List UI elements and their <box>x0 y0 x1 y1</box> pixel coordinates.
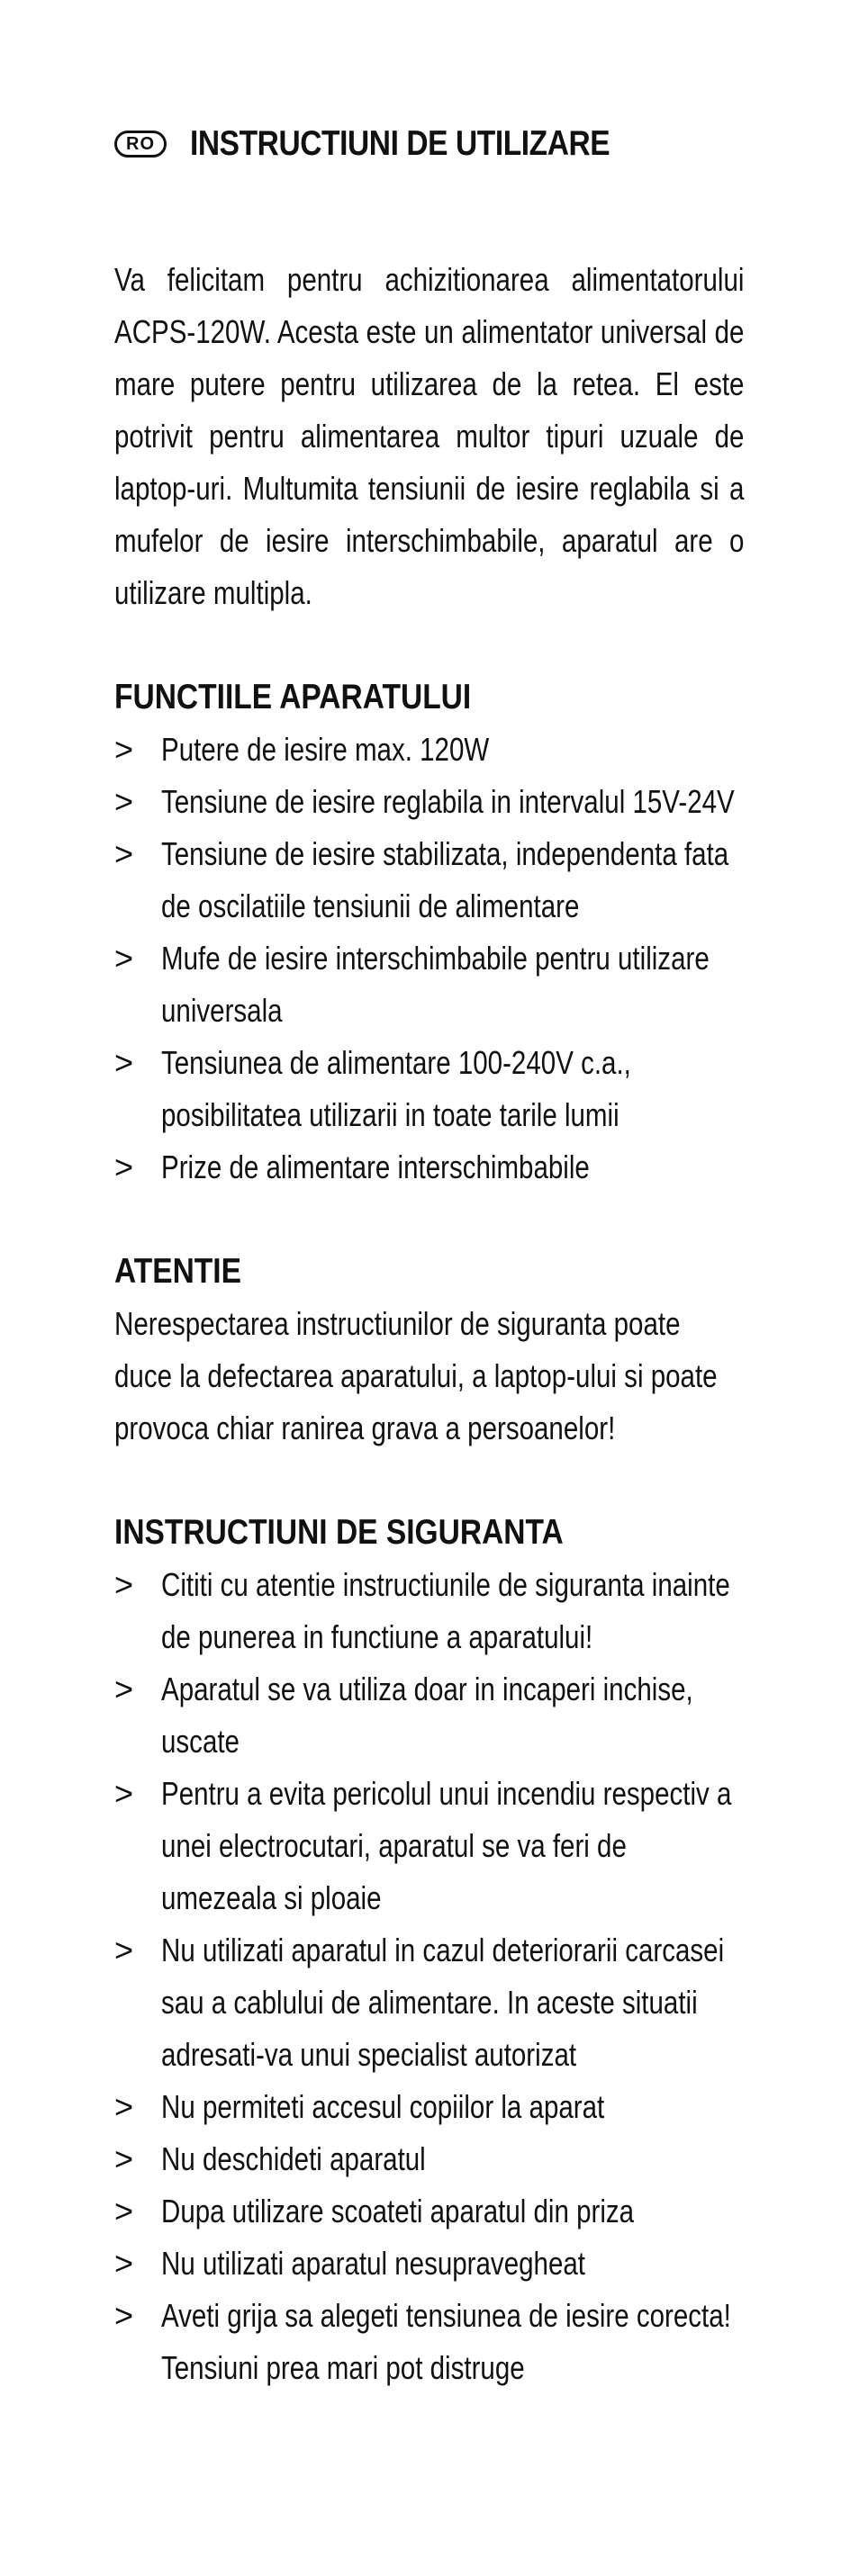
bullet-marker: > <box>114 783 134 820</box>
list-item <box>114 1924 745 2081</box>
list-item-text: Nu permiteti accesul copiilor la aparat <box>161 2088 605 2125</box>
list-item-text: Cititi cu atentie instructiunile de siguranta inainte de punerea in functiune a aparatului! <box>161 1566 730 1655</box>
bullet-marker: > <box>114 2088 134 2125</box>
list-item <box>114 1141 745 1193</box>
list-item-text: Tensiunea de alimentare 100-240V c.a., posibilitatea utilizarii in toate tarile lumii <box>161 1044 631 1133</box>
list-item-text: Dupa utilizare scoateti aparatul din priza <box>161 2193 635 2229</box>
bullet-marker: > <box>114 1671 134 1707</box>
list-item-text: Nu utilizati aparatul nesupravegheat <box>161 2245 585 2282</box>
document-page <box>114 117 745 2394</box>
intro-paragraph: Va felicitam pentru achizitionarea alimentatorului ACPS-120W. Acesta este un alimentator universal de mare putere pentru utilizarea de la retea. El este potrivit pentru alimentarea multor tipuri uzuale de laptop-uri. Multumita tensiunii de iesire reglabila si a mufelor de iesire interschimbabile, aparatul are o utilizare multipla. <box>114 261 745 611</box>
list-item-text: Nu utilizati aparatul in cazul deteriorarii carcasei sau a cablului de alimentare. In aceste situatii adresati-va unui specialist autorizat <box>161 1932 725 2073</box>
bullet-marker: > <box>114 2297 134 2334</box>
list-item <box>114 776 745 828</box>
list-item <box>114 1559 745 1663</box>
bullet-marker: > <box>114 2140 134 2177</box>
document-title: INSTRUCTIUNI DE UTILIZARE <box>190 124 610 163</box>
safety-title: INSTRUCTIUNI DE SIGURANTA <box>114 1513 564 1552</box>
list-item <box>114 724 745 776</box>
bullet-marker: > <box>114 1775 134 1812</box>
list-item <box>114 1663 745 1768</box>
bullet-marker: > <box>114 940 134 977</box>
list-item <box>114 2081 745 2133</box>
functions-section <box>114 671 745 1193</box>
list-item-text: Mufe de iesire interschimbabile pentru utilizare universala <box>161 940 710 1029</box>
safety-section <box>114 1507 745 2394</box>
bullet-marker: > <box>114 1566 134 1603</box>
safety-list <box>114 1559 745 2394</box>
list-item-text: Tensiune de iesire stabilizata, independenta fata de oscilatiile tensiunii de alimentare <box>161 835 729 924</box>
functions-list <box>114 724 745 1193</box>
list-item <box>114 2133 745 2185</box>
bullet-marker: > <box>114 2193 134 2229</box>
list-item-text: Tensiune de iesire reglabila in intervalul 15V-24V <box>161 783 735 820</box>
warning-title: ATENTIE <box>114 1252 241 1291</box>
list-item <box>114 932 745 1037</box>
warning-text: Nerespectarea instructiunilor de siguranta poate duce la defectarea aparatului, a laptop-ului si poate provoca chiar ranirea grava a persoanelor! <box>114 1305 718 1446</box>
bullet-marker: > <box>114 1148 134 1185</box>
list-item <box>114 1037 745 1141</box>
bullet-marker: > <box>114 1932 134 1968</box>
list-item-text: Aparatul se va utiliza doar in incaperi inchise, uscate <box>161 1671 693 1760</box>
list-item-text: Putere de iesire max. 120W <box>161 731 490 768</box>
bullet-marker: > <box>114 2245 134 2282</box>
functions-title: FUNCTIILE APARATULUI <box>114 678 472 716</box>
list-item <box>114 828 745 932</box>
list-item-text: Pentru a evita pericolul unui incendiu respectiv a unei electrocutari, aparatul se va feri de umezeala si ploaie <box>161 1775 732 1916</box>
list-item <box>114 2238 745 2290</box>
list-item <box>114 2290 745 2394</box>
warning-section <box>114 1246 745 1455</box>
bullet-marker: > <box>114 731 134 768</box>
bullet-marker: > <box>114 835 134 872</box>
language-badge: RO <box>114 131 167 158</box>
list-item-text: Prize de alimentare interschimbabile <box>161 1148 590 1185</box>
list-item-text: Nu deschideti aparatul <box>161 2140 426 2177</box>
bullet-marker: > <box>114 1044 134 1081</box>
list-item-text: Aveti grija sa alegeti tensiunea de iesire corecta! Tensiuni prea mari pot distruge <box>161 2297 731 2386</box>
list-item <box>114 2185 745 2238</box>
list-item <box>114 1768 745 1924</box>
document-header <box>114 117 745 171</box>
